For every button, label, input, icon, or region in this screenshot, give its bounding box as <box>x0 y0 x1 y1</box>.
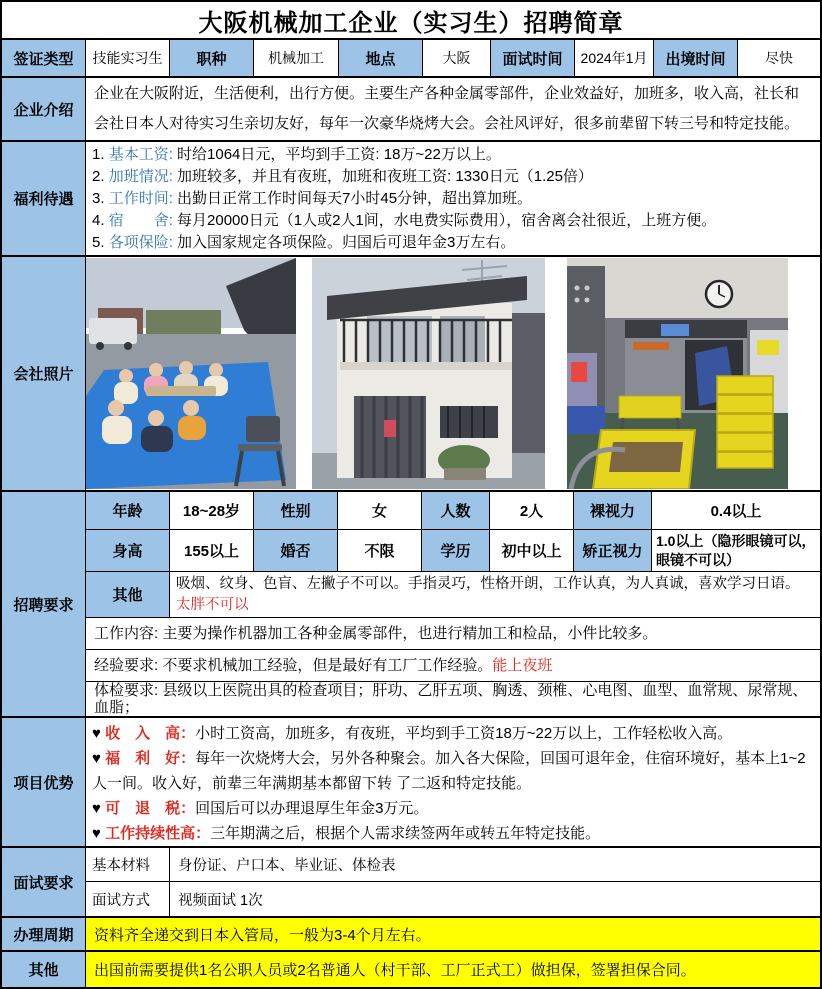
requirements-row <box>2 492 820 718</box>
corrected-vision-value: 1.0以上（隐形眼镜可以，眼镜不可以） <box>656 532 816 568</box>
advantages-header: 项目优势 <box>2 718 86 846</box>
work-content-text: 工作内容: 主要为操作机器加工各种金属零部件，也进行精加工和检品，小件比较多。 <box>94 624 658 642</box>
departure-time-label: 出境时间 <box>654 40 738 76</box>
interview-header: 面试要求 <box>2 848 86 916</box>
experience-row <box>86 650 820 682</box>
age-value: 18~28岁 <box>170 492 254 529</box>
dormitory-house-photo <box>312 258 545 489</box>
job-type-value: 机械加工 <box>254 40 339 76</box>
other-header: 其他 <box>2 952 86 987</box>
method-value: 视频面试 1次 <box>178 892 263 909</box>
materials-label: 基本材料 <box>86 848 170 881</box>
advantage-item: ♥ 工作持续性高：三年期满之后，根据个人需求续签两年或转五年特定技能。 <box>92 825 601 842</box>
health-check-text: 体检要求: 县级以上医院出具的检查项目；肝功、乙肝五项、胸透、颈椎、心电图、血型、血常规、尿常规、血脂； <box>94 682 808 716</box>
materials-value: 身份证、户口本、毕业证、体检表 <box>178 858 396 874</box>
naked-vision-value: 0.4以上 <box>710 503 762 520</box>
marital-label: 婚否 <box>254 530 338 571</box>
education-label: 学历 <box>422 530 490 571</box>
experience-red-note: 能上夜班 <box>492 656 553 674</box>
welfare-item: 4. 宿 舍: 每月20000日元（1人或2人1间，水电费实际费用），宿舍离会社很近，上班方便。 <box>92 212 717 229</box>
requirements-header: 招聘要求 <box>2 492 86 716</box>
advantage-item: ♥ 收 入 高：小时工资高，加班多，有夜班，平均到手工资18万~22万以上，工作轻松收入高。 <box>92 725 733 742</box>
gender-value: 女 <box>338 492 422 529</box>
photos-header: 会社照片 <box>2 257 86 490</box>
interview-materials-row <box>86 848 820 882</box>
height-label: 身高 <box>86 530 170 571</box>
location-label: 地点 <box>339 40 423 76</box>
gender-label: 性别 <box>254 492 338 529</box>
processing-period-header: 办理周期 <box>2 918 86 950</box>
welfare-item: 3. 工作时间: 出勤日正常工作时间每天7小时45分钟，超出算加班。 <box>92 190 533 207</box>
job-type-label: 职种 <box>170 40 254 76</box>
visa-type-label: 签证类型 <box>2 40 86 76</box>
location-value: 大阪 <box>423 40 491 76</box>
company-bbq-party-photo <box>86 258 296 489</box>
factory-workshop-photo <box>567 258 788 489</box>
welfare-item: 5. 各项保险: 加入国家规定各项保险。归国后可退年金3万左右。 <box>92 234 516 251</box>
requirements-grid-row2 <box>86 530 820 572</box>
departure-time-value: 尽快 <box>765 50 793 66</box>
advantage-item: ♥ 可 退 税：回国后可以办理退厚生年金3万元。 <box>92 800 429 817</box>
title-row <box>2 2 820 40</box>
heart-icon: ♥ <box>92 750 101 767</box>
education-value: 初中以上 <box>490 530 574 571</box>
headcount-value: 2人 <box>490 492 574 529</box>
interview-method-row <box>86 882 820 916</box>
heart-icon: ♥ <box>92 800 101 817</box>
welfare-header: 福利待遇 <box>2 142 86 255</box>
company-photos-row <box>2 257 820 492</box>
naked-vision-label: 裸视力 <box>574 492 652 529</box>
welfare-item: 1. 基本工资: 时给1064日元，平均到手工资: 18万~22万以上。 <box>92 146 501 163</box>
headcount-label: 人数 <box>422 492 490 529</box>
marital-value: 不限 <box>338 530 422 571</box>
visa-type-value: 技能实习生 <box>86 40 170 76</box>
method-label: 面试方式 <box>86 882 170 916</box>
info-row <box>2 40 820 78</box>
corrected-vision-label: 矫正视力 <box>574 530 652 571</box>
processing-period-row <box>2 918 820 952</box>
height-value: 155以上 <box>170 530 254 571</box>
other-row <box>2 952 820 987</box>
processing-period-text: 资料齐全递交到日本入管局，一般为3-4个月左右。 <box>86 918 820 950</box>
other-requirements-text: 吸烟、纹身、色盲、左撇子不可以。手指灵巧，性格开朗，工作认真，为人真诚，喜欢学习日语。 太胖不可以 <box>170 572 820 617</box>
requirements-grid-row1 <box>86 492 820 530</box>
advantage-item: ♥ 福 利 好：每年一次烧烤大会，另外各种聚会。加入各大保险，回国可退年金，住宿环境好，基本上1~2人一间。收入好，前辈三年满期基本都留下转 了二返和特定技能。 <box>92 750 806 792</box>
heart-icon: ♥ <box>92 725 101 742</box>
interview-time-value: 2024年1月 <box>575 40 654 76</box>
age-label: 年龄 <box>86 492 170 529</box>
welfare-item: 2. 加班情况: 加班较多，并且有夜班，加班和夜班工资: 1330日元（1.25倍） <box>92 168 593 185</box>
interview-row <box>2 848 820 918</box>
work-content-row <box>86 618 820 650</box>
other-requirements-red-note: 太胖不可以 <box>176 597 249 613</box>
interview-time-label: 面试时间 <box>491 40 575 76</box>
other-text: 出国前需要提供1名公职人员或2名普通人（村干部、工厂正式工）做担保，签署担保合同。 <box>86 952 820 987</box>
welfare-row <box>2 142 820 257</box>
other-requirements-label: 其他 <box>86 572 170 617</box>
company-intro-header: 企业介绍 <box>2 78 86 140</box>
health-check-row <box>86 682 820 716</box>
heart-icon: ♥ <box>92 825 101 842</box>
company-intro-text: 企业在大阪附近，生活便利，出行方便。主要生产各种金属零部件，企业效益好，加班多，收入高，社长和会社日本人对待实习生亲切友好，每年一次豪华烧烤大会。会社风评好，很多前辈留下转三号和特定技能。 <box>94 85 800 132</box>
requirements-other-row <box>86 572 820 618</box>
page-title: 大阪机械加工企业（实习生）招聘简章 <box>198 9 624 37</box>
company-intro-row <box>2 78 820 142</box>
advantages-row <box>2 718 820 848</box>
experience-text: 经验要求: 不要求机械加工经验，但是最好有工厂工作经验。 <box>94 656 493 674</box>
